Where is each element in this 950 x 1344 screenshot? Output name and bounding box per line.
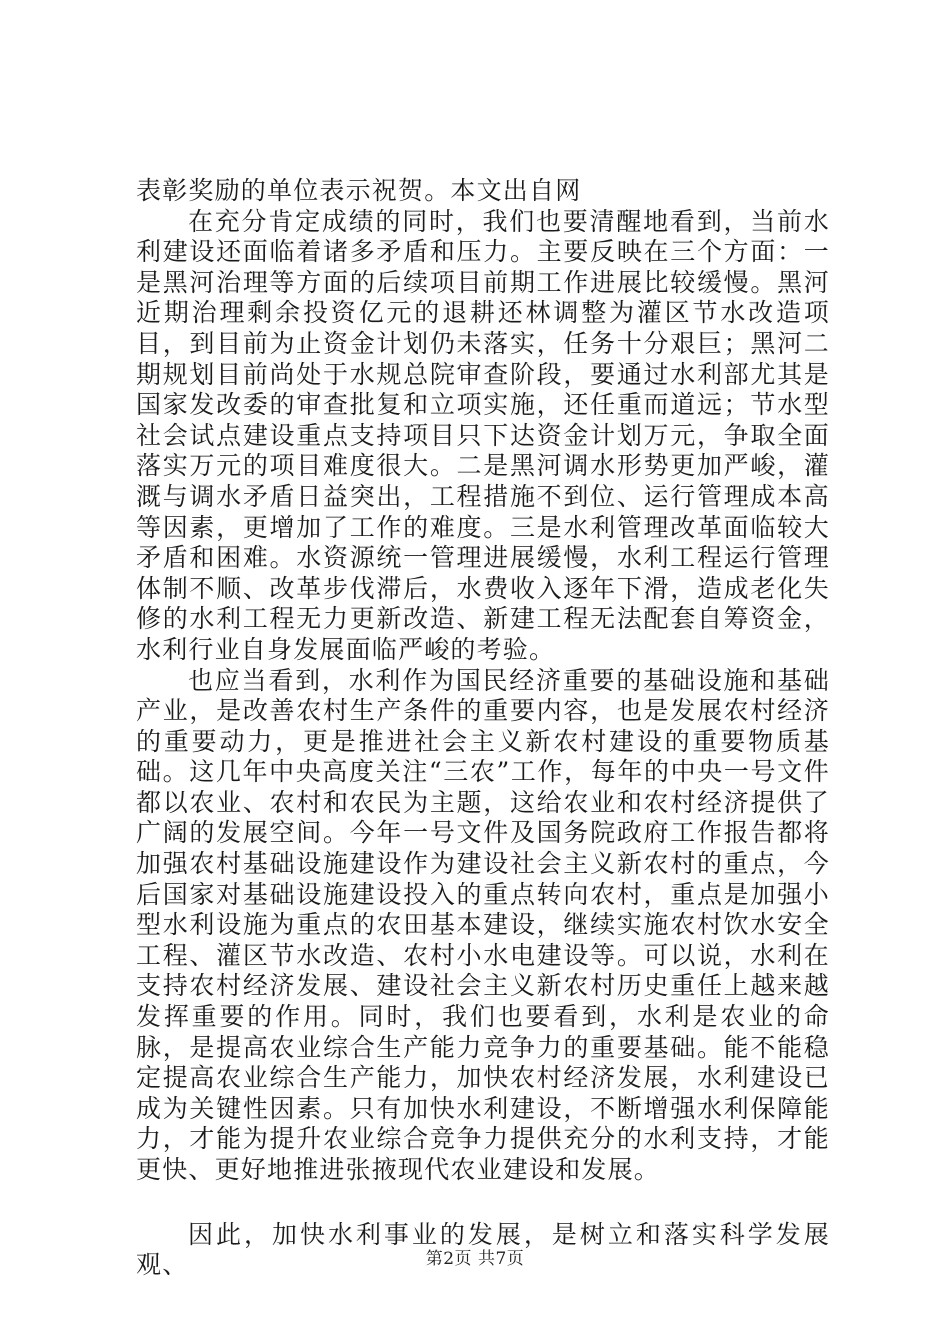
- paragraph-conclusion: 因此，加快水利事业的发展，是树立和落实科学发展观、: [136, 1219, 830, 1280]
- paragraph-continuation: 表彰奖励的单位表示祝贺。本文出自网: [136, 176, 582, 205]
- paragraph-challenges: 在充分肯定成绩的同时，我们也要清醒地看到，当前水利建设还面临着诸多矛盾和压力。主要反映在三个方面：一是黑河治理等方面的后续项目前期工作进展比较缓慢。黑河近期治理剩余投资亿元的退耕还林调整为灌区节水改造项目，到目前为止资金计划仍未落实，任务十分艰巨；黑河二期规划目前尚处于水规总院审查阶段，要通过水利部尤其是国家发改委的审查批复和立项实施，还任重而道远；节水型社会试点建设重点支持项目只下达资金计划万元，争取全面落实万元的项目难度很大。二是黑河调水形势更加严峻，灌溉与调水矛盾日益突出，工程措施不到位、运行管理成本高等因素，更增加了工作的难度。三是水利管理改革面临较大矛盾和困难。水资源统一管理进展缓慢，水利工程运行管理体制不顺、改革步伐滞后，水费收入逐年下滑，造成老化失修的水利工程无力更新改造、新建工程无法配套自筹资金，水利行业自身发展面临严峻的考验。: [136, 206, 830, 664]
- document-body: [136, 176, 830, 1281]
- paragraph-importance: 也应当看到，水利作为国民经济重要的基础设施和基础产业，是改善农村生产条件的重要内容，也是发展农村经济的重要动力，更是推进社会主义新农村建设的重要物质基础。这几年中央高度关注“三农”工作，每年的中央一号文件都以农业、农村和农民为主题，这给农业和农村经济提供了广阔的发展空间。今年一号文件及国务院政府工作报告都将加强农村基础设施建设作为建设社会主义新农村的重点，今后国家对基础设施建设投入的重点转向农村，重点是加强小型水利设施为重点的农田基本建设，继续实施农村饮水安全工程、灌区节水改造、农村小水电建设等。可以说，水利在支持农村经济发展、建设社会主义新农村历史重任上越来越发挥重要的作用。同时，我们也要看到，水利是农业的命脉，是提高农业综合生产能力竞争力的重要基础。能不能稳定提高农业综合生产能力，加快农村经济发展，水利建设已成为关键性因素。只有加快水利建设，不断增强水利保障能力，才能为提升农业综合竞争力提供充分的水利支持，才能更快、更好地推进张掖现代农业建设和发展。: [136, 665, 830, 1184]
- page-number-footer: 第2页 共7页: [425, 1249, 525, 1269]
